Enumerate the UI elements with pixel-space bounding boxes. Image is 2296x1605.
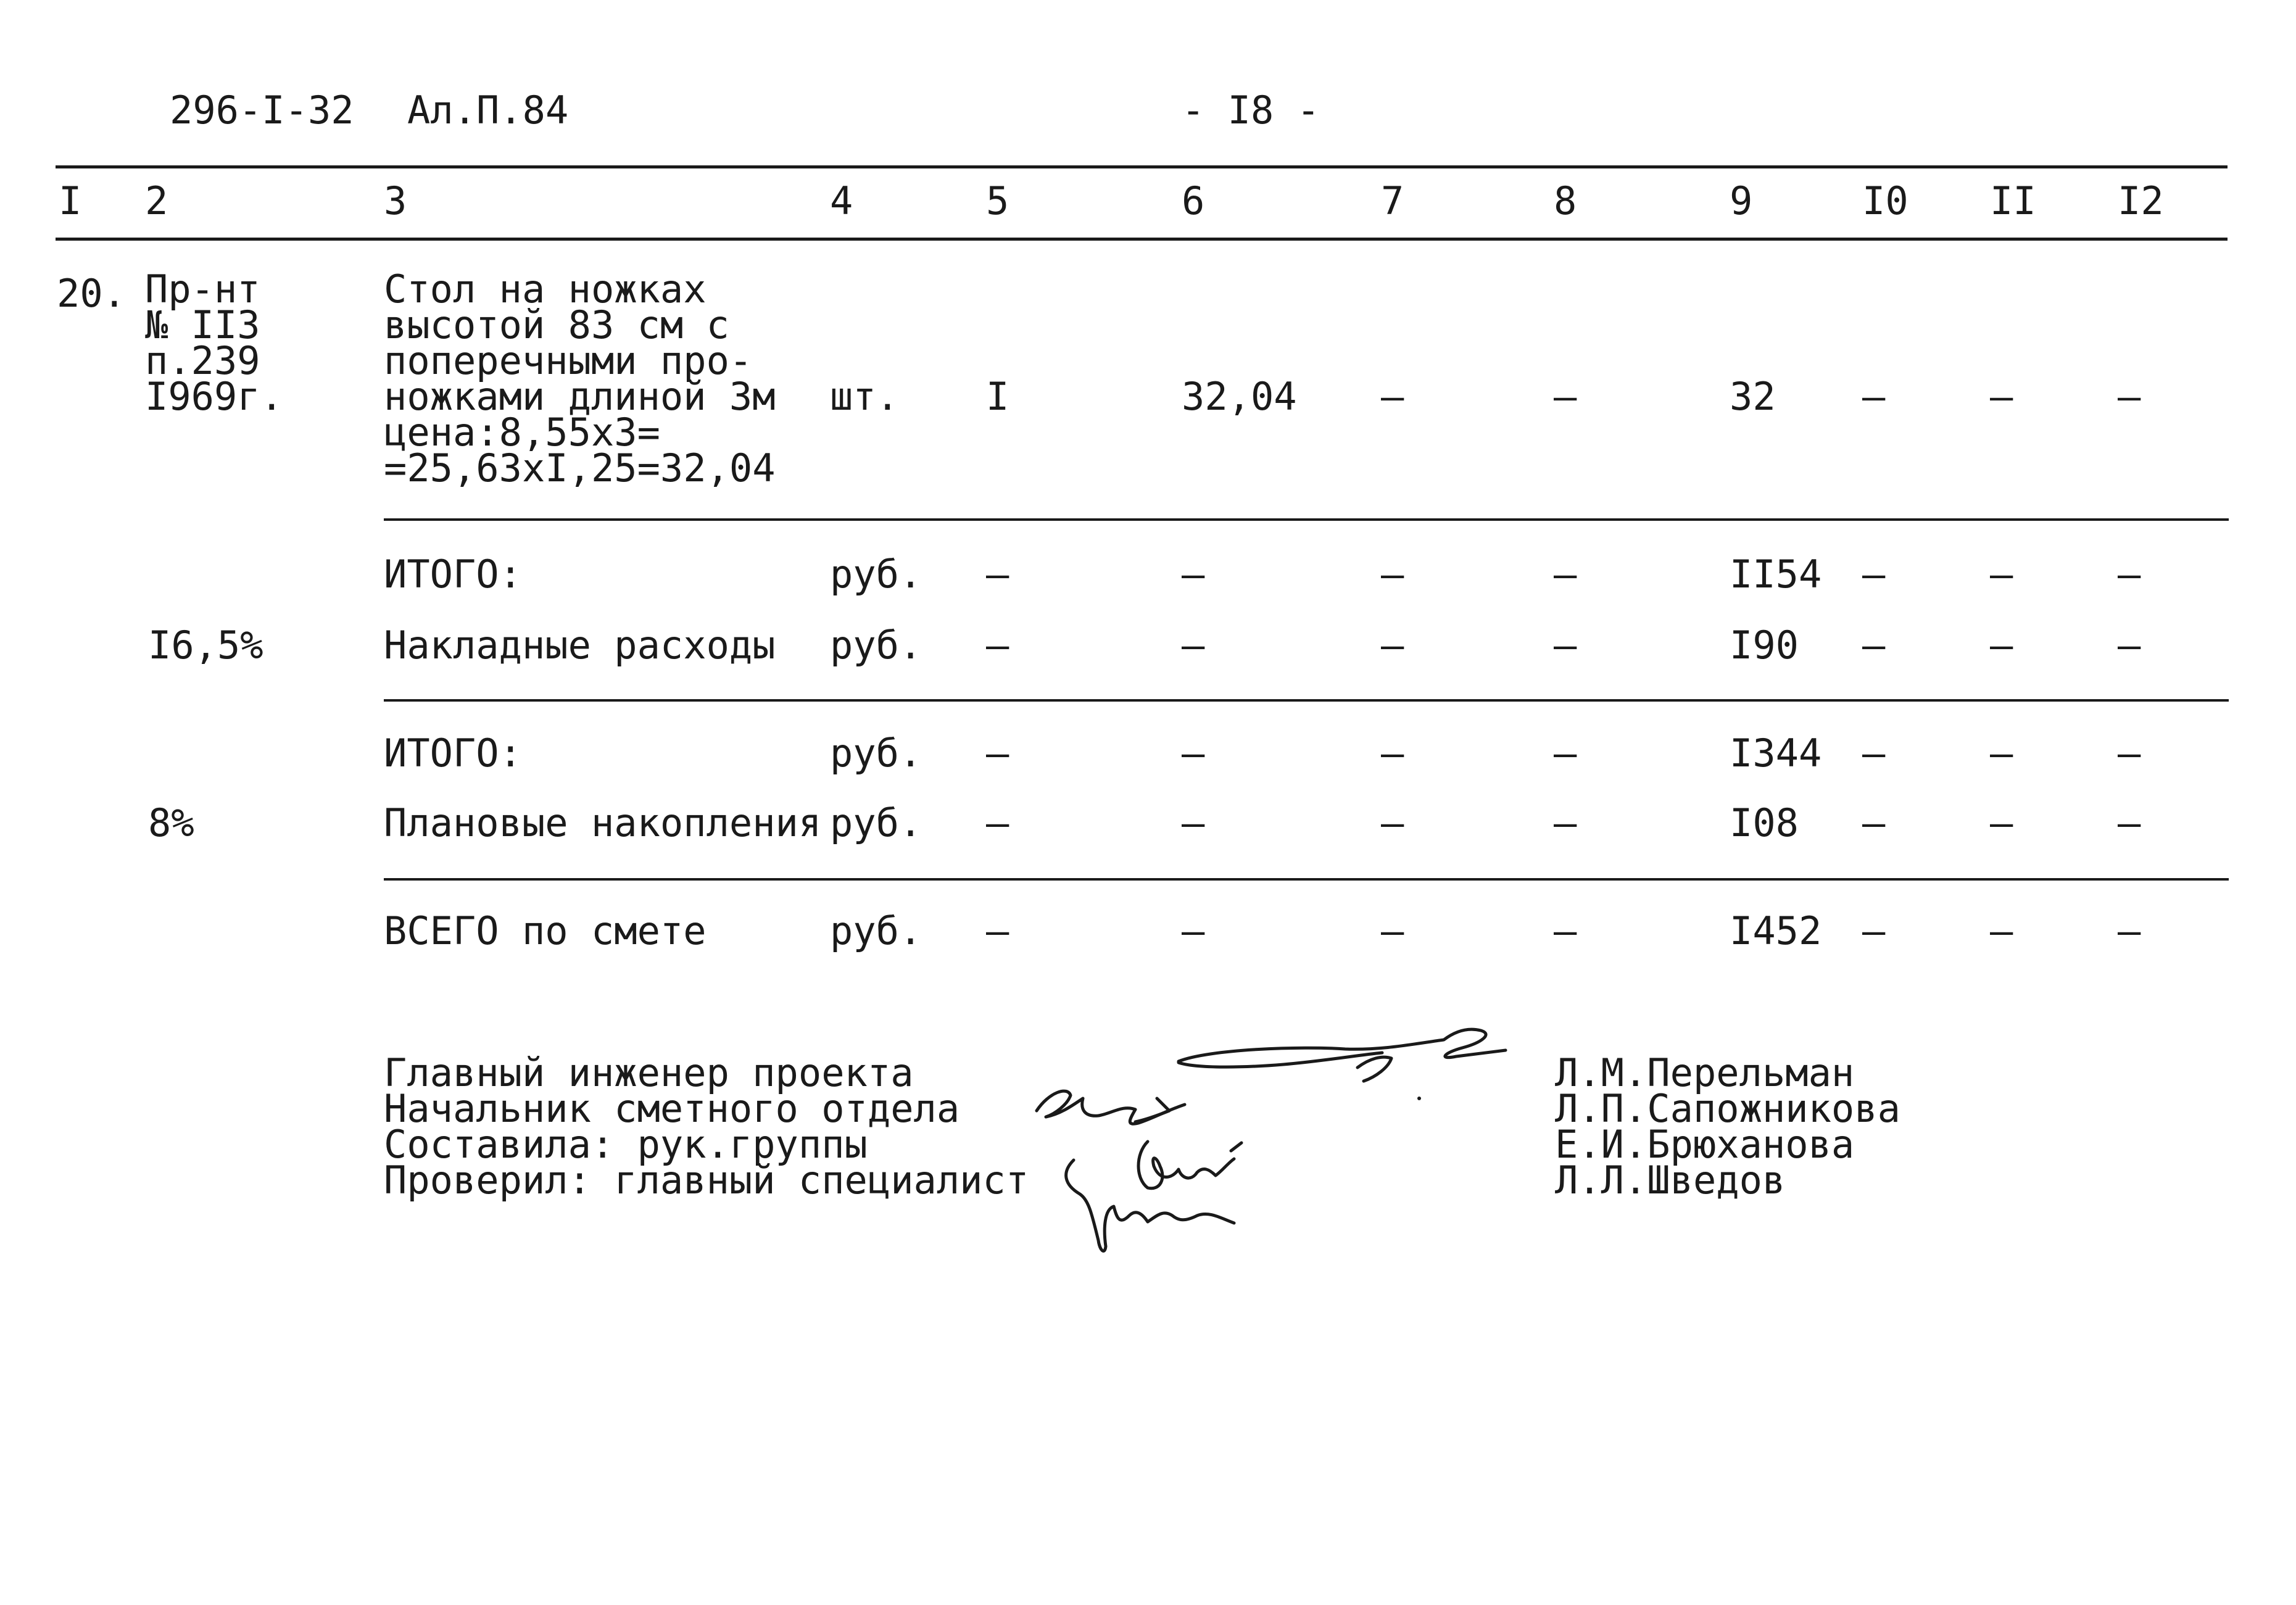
col-header-4: 4 bbox=[830, 178, 853, 223]
item-source-line: I969г. bbox=[145, 374, 283, 419]
signature-name: Е.И.Брюханова bbox=[1555, 1122, 1855, 1167]
summary-col8: – bbox=[1554, 731, 1577, 776]
summary-rate: I6,5% bbox=[148, 623, 263, 668]
summary-col11: – bbox=[1990, 800, 2013, 845]
col-header-3: 3 bbox=[384, 178, 407, 223]
header-top-rule bbox=[56, 165, 2228, 168]
item-col12: – bbox=[2118, 374, 2141, 419]
summary-label: ВСЕГО по смете bbox=[384, 908, 707, 953]
summary-col12: – bbox=[2118, 908, 2141, 953]
summary-col8: – bbox=[1554, 908, 1577, 953]
item-description-line: цена:8,55х3= bbox=[384, 410, 660, 455]
summary-unit: руб. bbox=[830, 908, 922, 953]
item-description bbox=[384, 267, 776, 491]
summary-col9: I08 bbox=[1730, 800, 1799, 845]
summary-col12: – bbox=[2118, 552, 2141, 597]
summary-label: Накладные расходы bbox=[384, 623, 776, 668]
item-description-line: =25,63хI,25=32,04 bbox=[384, 446, 776, 491]
item-source bbox=[145, 267, 283, 419]
item-source-line: Пр-нт bbox=[145, 267, 260, 312]
item-col7: – bbox=[1381, 374, 1404, 419]
summary-col12: – bbox=[2118, 800, 2141, 845]
col-header-8: 8 bbox=[1554, 178, 1577, 223]
item-price: 32,04 bbox=[1182, 374, 1297, 419]
summary-col11: – bbox=[1990, 731, 2013, 776]
album-code: Ал.П.84 bbox=[407, 88, 569, 133]
summary-col12: – bbox=[2118, 623, 2141, 668]
summary-col5: – bbox=[986, 623, 1009, 668]
col-header-5: 5 bbox=[986, 178, 1009, 223]
summary-col10: – bbox=[1862, 908, 1886, 953]
item-col9: 32 bbox=[1730, 374, 1776, 419]
summary-col7: – bbox=[1381, 800, 1404, 845]
section-rule bbox=[384, 699, 2229, 702]
signature-roles bbox=[384, 1050, 1029, 1203]
summary-col10: – bbox=[1862, 731, 1886, 776]
summary-col11: – bbox=[1990, 552, 2013, 597]
summary-col7: – bbox=[1381, 908, 1404, 953]
item-col8: – bbox=[1554, 374, 1577, 419]
summary-rate: 8% bbox=[148, 800, 194, 845]
summary-col9: II54 bbox=[1730, 552, 1822, 597]
signature-name: Л.М.Перельман bbox=[1555, 1050, 1855, 1095]
summary-col5: – bbox=[986, 731, 1009, 776]
summary-col5: – bbox=[986, 800, 1009, 845]
signature-name: Л.Л.Шведов bbox=[1555, 1158, 1786, 1203]
item-number: 20. bbox=[57, 271, 126, 316]
item-source-line: п.239 bbox=[145, 338, 260, 383]
summary-col10: – bbox=[1862, 800, 1886, 845]
col-header-11: II bbox=[1990, 178, 2036, 223]
summary-col6: – bbox=[1182, 552, 1205, 597]
summary-col11: – bbox=[1990, 623, 2013, 668]
summary-col5: – bbox=[986, 908, 1009, 953]
summary-col7: – bbox=[1381, 731, 1404, 776]
col-header-2: 2 bbox=[145, 178, 168, 223]
col-header-12: I2 bbox=[2118, 178, 2164, 223]
item-description-line: поперечными про- bbox=[384, 338, 753, 383]
item-qty: I bbox=[986, 374, 1009, 419]
summary-col10: – bbox=[1862, 623, 1886, 668]
summary-unit: руб. bbox=[830, 800, 922, 845]
signature-role: Составила: рук.группы bbox=[384, 1122, 868, 1167]
summary-col5: – bbox=[986, 552, 1009, 597]
col-header-1: I bbox=[59, 178, 82, 223]
item-source-line: № II3 bbox=[145, 302, 260, 347]
summary-col6: – bbox=[1182, 731, 1205, 776]
summary-col6: – bbox=[1182, 623, 1205, 668]
signature-role: Главный инженер проекта bbox=[384, 1050, 914, 1095]
summary-col11: – bbox=[1990, 908, 2013, 953]
summary-unit: руб. bbox=[830, 552, 922, 597]
handwritten-signatures-icon bbox=[1012, 1012, 1530, 1284]
summary-unit: руб. bbox=[830, 731, 922, 776]
summary-col8: – bbox=[1554, 552, 1577, 597]
item-description-line: Стол на ножках bbox=[384, 267, 707, 312]
section-rule bbox=[384, 518, 2229, 521]
col-header-10: I0 bbox=[1862, 178, 1908, 223]
summary-col9: I344 bbox=[1730, 731, 1822, 776]
summary-label: ИТОГО: bbox=[384, 552, 522, 597]
summary-col9: I90 bbox=[1730, 623, 1799, 668]
item-description-line: ножками длиной 3м bbox=[384, 374, 776, 419]
col-header-9: 9 bbox=[1730, 178, 1753, 223]
summary-col7: – bbox=[1381, 623, 1404, 668]
signature-role: Начальник сметного отдела bbox=[384, 1086, 960, 1131]
summary-col6: – bbox=[1182, 908, 1205, 953]
signature-name: Л.П.Сапожникова bbox=[1555, 1086, 1900, 1131]
item-col10: – bbox=[1862, 374, 1886, 419]
signature-names bbox=[1555, 1050, 1900, 1203]
summary-col6: – bbox=[1182, 800, 1205, 845]
summary-col8: – bbox=[1554, 800, 1577, 845]
doc-code: 296-I-32 bbox=[170, 88, 354, 133]
item-col11: – bbox=[1990, 374, 2013, 419]
summary-col8: – bbox=[1554, 623, 1577, 668]
page-number: - I8 - bbox=[1182, 88, 1320, 133]
summary-label: Плановые накопления bbox=[384, 800, 822, 845]
summary-col10: – bbox=[1862, 552, 1886, 597]
item-description-line: высотой 83 см с bbox=[384, 302, 729, 347]
summary-unit: руб. bbox=[830, 623, 922, 668]
item-unit: шт. bbox=[830, 374, 899, 419]
col-header-7: 7 bbox=[1381, 178, 1404, 223]
signature-role: Проверил: главный специалист bbox=[384, 1158, 1029, 1203]
header-bottom-rule bbox=[56, 238, 2228, 241]
summary-col9: I452 bbox=[1730, 908, 1822, 953]
summary-col7: – bbox=[1381, 552, 1404, 597]
col-header-6: 6 bbox=[1182, 178, 1205, 223]
summary-label: ИТОГО: bbox=[384, 731, 522, 776]
section-rule bbox=[384, 878, 2229, 881]
summary-col12: – bbox=[2118, 731, 2141, 776]
